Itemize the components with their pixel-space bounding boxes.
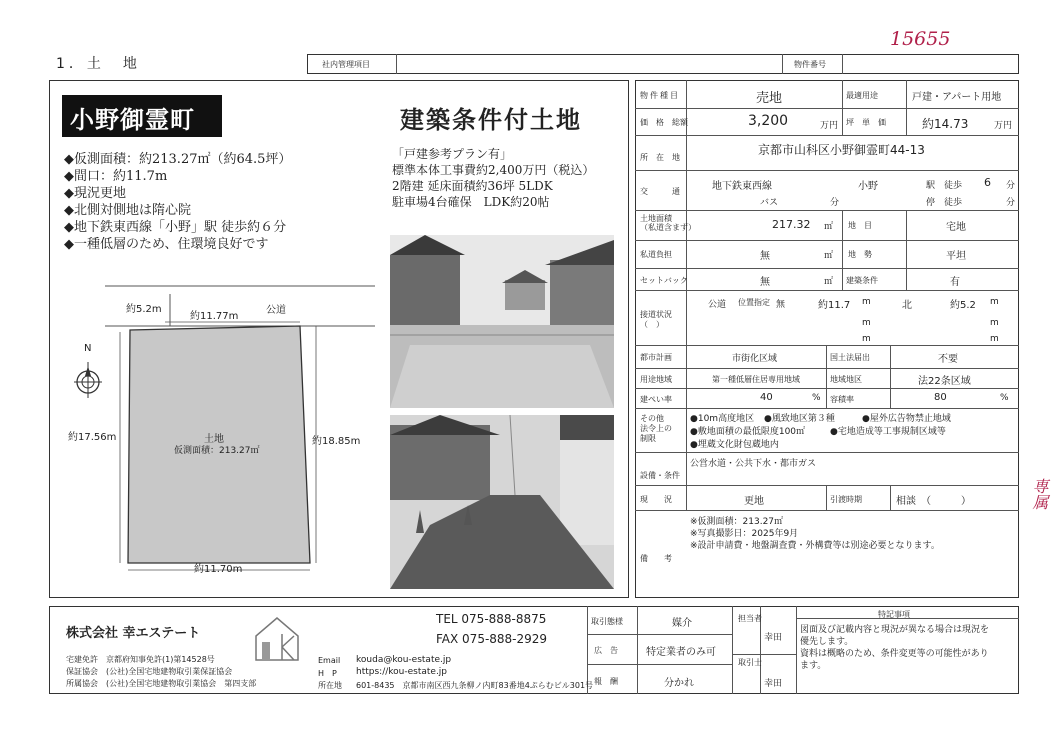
company-logo (252, 614, 302, 664)
tsubo-label: 坪 単 価 (846, 118, 886, 127)
bullet-item: ◆一種低層のため、住環境良好です (64, 237, 269, 252)
bullet-item: ◆仮測面積：約213.27㎡（約64.5坪） (64, 152, 292, 167)
transport-station: 小野 (858, 181, 878, 192)
stop-label: 停 (926, 198, 936, 208)
note-line: ※写真撮影日：2025年9月 (690, 529, 799, 539)
minute-label: 分 (1006, 181, 1016, 191)
license: 宅建免許 京都府知事免許(1)第14528号 (66, 655, 215, 664)
chimoku-value: 宅地 (946, 222, 966, 233)
road-kind: 公道 (708, 300, 727, 310)
setback-label: セットバック (640, 276, 688, 285)
handwritten-side: 専属 (1030, 478, 1049, 510)
map-north: N (84, 343, 92, 354)
address-footer: 601-8435 京都市南区西九条柳ノ内町83番地4ぷらむビル301号 (356, 681, 594, 690)
bus-minutes: 分 (830, 198, 840, 208)
land-area-value: 217.32 (772, 218, 811, 231)
place-name: 小野御霊町 (70, 105, 195, 134)
other-item: ●10m高度地区 (690, 414, 755, 424)
note-line: ※設計申請費・地盤調査費・外構費等は別途必要となります。 (690, 541, 940, 551)
zone-value: 第一種低層住居専用地域 (712, 375, 800, 384)
email: kouda@kou-estate.jp (356, 655, 452, 665)
site-photo-1 (390, 235, 614, 408)
other-item: ●風致地区第３種 (764, 414, 835, 424)
plan-value: 市街化区域 (732, 354, 778, 364)
plan-line: 標準本体工事費約2,400万円（税込） (392, 163, 595, 177)
road-row2-unit: m (862, 318, 871, 328)
terrain-value: 平坦 (946, 251, 966, 262)
tel: TEL 075-888-8875 (436, 612, 547, 626)
special-line: ます。 (800, 661, 827, 671)
road-row2-unit-b: m (990, 318, 999, 328)
address-label: 所 在 地 (640, 153, 680, 162)
type-value: 売地 (756, 91, 783, 106)
company-name: 株式会社 幸エステート (66, 626, 201, 641)
road-row3-unit: m (862, 334, 871, 344)
minute2-label: 分 (1006, 198, 1016, 208)
address-footer-label: 所在地 (318, 681, 342, 690)
facility-value: 公営水道・公共下水・都市ガス (690, 459, 817, 469)
land-area-label: 土地面積 （私道含まず） (640, 214, 696, 232)
deal-value: 媒介 (672, 618, 692, 629)
site-photo-2 (390, 415, 614, 589)
road-width: 約11.7 (818, 300, 851, 311)
setback-unit: ㎡ (824, 277, 834, 287)
other-item: ●敷地面積の最低限度100㎡ (690, 427, 806, 437)
bullet-item: ◆現況更地 (64, 186, 126, 201)
bullet-item: ◆北側対側地は隋心院 (64, 203, 191, 218)
notice-value: 不要 (938, 354, 958, 365)
condition-label: 建築条件 (846, 276, 878, 285)
plan-line: 「戸建参考プラン有」 (392, 147, 513, 161)
condition-value: 有 (950, 277, 960, 288)
setback-value: 無 (760, 277, 770, 288)
type-label: 物件種目 (640, 91, 680, 100)
other-item: ●埋蔵文化財包蔵地内 (690, 440, 779, 450)
special-line: 図面及び記載内容と現況が異なる場合は現況を (800, 625, 990, 635)
handover-value: 幸田 (764, 679, 783, 689)
best-use-value: 戸建・アパート用地 (912, 92, 1002, 103)
map-top-width: 約5.2m (126, 304, 162, 315)
district-label: 地域地区 (830, 375, 862, 384)
association: 所属協会 (公社)全国宅地建物取引業協会 第四支部 (66, 679, 257, 688)
station-word: 駅 (926, 181, 936, 191)
staff-label: 担当者 (738, 614, 762, 623)
plan-line: 2階建 延床面積約36坪 5LDK (392, 179, 553, 193)
far-label: 容積率 (830, 395, 854, 404)
walk-minutes: 6 (984, 176, 991, 189)
handwritten-number: 15655 (890, 28, 951, 50)
transport-line: 地下鉄東西線 (712, 181, 772, 192)
headline: 建築条件付土地 (400, 105, 582, 134)
hp-label: H P (318, 669, 337, 678)
plan-label: 都市計画 (640, 353, 672, 362)
other-item: ●宅地造成等工事規制区域等 (830, 427, 946, 437)
far-value: 80 (934, 392, 947, 403)
ad-label: 広 告 (594, 646, 618, 655)
tsubo-unit: 万円 (994, 121, 1013, 131)
walk2-label: 徒歩 (944, 198, 963, 208)
map-lot-label: 土地 (204, 434, 224, 445)
fee-label: 報 酬 (594, 677, 618, 686)
best-use-label: 最適用途 (846, 91, 878, 100)
section-title: 1．土 地 (56, 56, 141, 72)
other-item: ●屋外広告物禁止地域 (862, 414, 951, 424)
price-unit: 万円 (820, 121, 839, 131)
top-fields-bar (307, 54, 1019, 74)
special-line: 資料は概略のため、条件変更等の可能性があり (800, 649, 989, 659)
price-label: 価 格 総額 (640, 118, 688, 127)
status-label: 現 況 (640, 495, 672, 504)
hp: https://kou-estate.jp (356, 667, 448, 677)
tsubo-value: 約14.73 (922, 117, 969, 131)
far-unit: % (1000, 393, 1009, 403)
road-label: 接道状況 （ ） (640, 310, 672, 329)
notice-label: 国土法届出 (830, 353, 870, 362)
special-label: 特記事項 (878, 610, 910, 619)
coverage-unit: % (812, 393, 821, 403)
fax: FAX 075-888-2929 (436, 632, 548, 646)
road-row3-unit-b: m (990, 334, 999, 344)
zone-label: 用途地域 (640, 375, 672, 384)
map-bottom: 約11.70m (194, 564, 243, 575)
delivery-label: 引渡時期 (830, 495, 862, 504)
district-value: 法22条区域 (918, 376, 971, 387)
notes-label: 備 考 (640, 554, 672, 563)
property-no-label: 物件番号 (794, 60, 826, 69)
map-lot-area: 仮測面積：213.27㎡ (174, 446, 260, 456)
special-line: 優先します。 (800, 637, 854, 647)
coverage-label: 建ぺい率 (640, 395, 672, 404)
coverage-value: 40 (760, 392, 773, 403)
road-breadth-unit: m (990, 297, 999, 307)
transport-label: 交 通 (640, 187, 680, 196)
road-pos-label: 位置指定 (738, 298, 770, 307)
road-direction: 北 (902, 300, 912, 311)
terrain-label: 地 勢 (848, 250, 872, 259)
deal-label: 取引態様 (591, 617, 623, 626)
map-left-side: 約17.56m (68, 432, 117, 443)
address-value: 京都市山科区小野御霊町44-13 (758, 143, 925, 157)
chimoku-label: 地 目 (848, 221, 872, 230)
delivery-value: 相談 （ ） (896, 496, 971, 507)
private-road-label: 私道負担 (640, 250, 672, 259)
ad-value: 特定業者のみ可 (646, 647, 716, 658)
map-right-side: 約18.85m (312, 436, 361, 447)
road-breadth: 約5.2 (950, 300, 976, 311)
map-frontage: 約11.77m (190, 311, 239, 322)
handover-label: 取引士 (738, 658, 762, 667)
road-width-unit: m (862, 297, 871, 307)
status-value: 更地 (744, 496, 764, 507)
bus-label: バス (760, 198, 779, 208)
place-name-box (62, 95, 222, 137)
facility-label: 設備・条件 (640, 471, 680, 480)
plan-line: 駐車場4台確保 LDK約20帖 (392, 195, 550, 209)
road-pos-value: 無 (776, 300, 786, 310)
note-line: ※仮測面積：213.27㎡ (690, 517, 784, 527)
price-value: 3,200 (748, 113, 789, 129)
internal-label: 社内管理項目 (322, 60, 370, 69)
staff-value: 幸田 (764, 633, 783, 643)
email-label: Email (318, 656, 341, 665)
bullet-item: ◆地下鉄東西線「小野」駅 徒歩約６分 (64, 220, 287, 235)
private-road-unit: ㎡ (824, 251, 834, 261)
walk-label: 徒歩 (944, 181, 963, 191)
map-road: 公道 (266, 305, 286, 316)
bullet-item: ◆間口：約11.7m (64, 169, 168, 184)
private-road-value: 無 (760, 251, 770, 262)
guarantee: 保証協会 (公社)全国宅地建物取引業保証協会 (66, 667, 233, 676)
other-label: その他 法令上の 制限 (640, 414, 672, 443)
fee-value: 分かれ (664, 678, 694, 689)
land-area-unit: ㎡ (824, 222, 834, 232)
